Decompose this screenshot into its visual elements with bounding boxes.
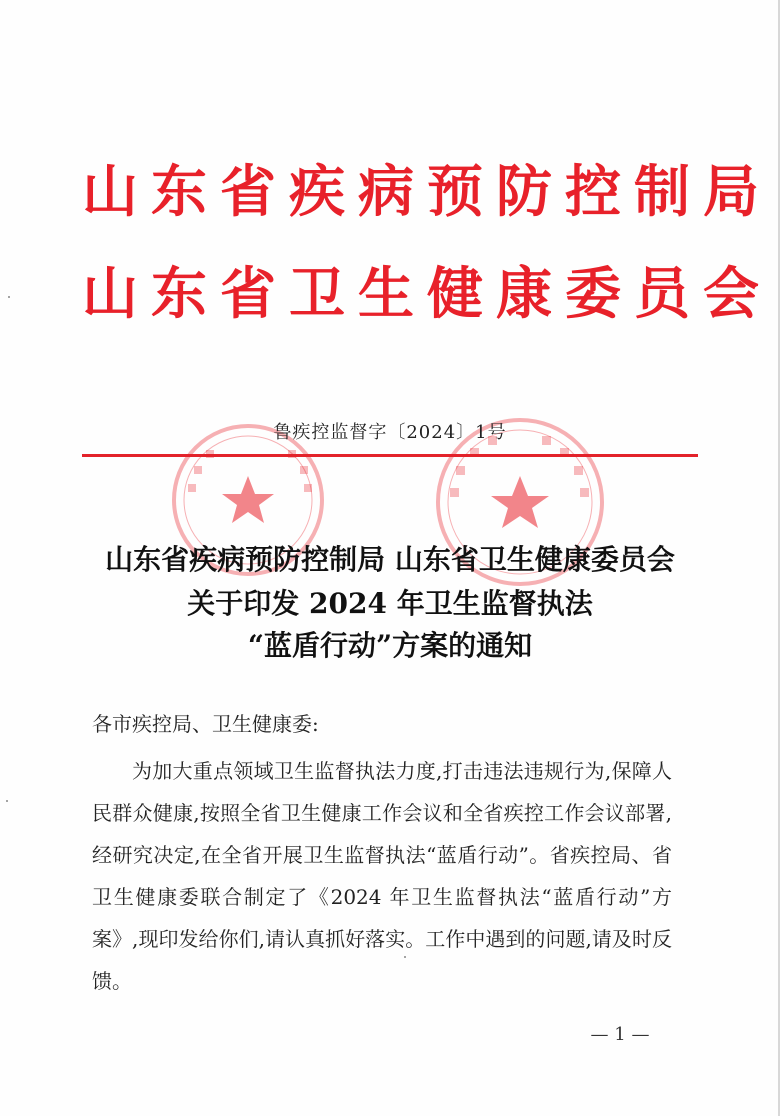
page-number: — 1 —	[590, 1024, 650, 1045]
document-number: 鲁疾控监督字〔2024〕1号	[273, 422, 507, 443]
document-title-line-1: 山东省疾病预防控制局 山东省卫生健康委员会	[105, 543, 675, 576]
seal-star-icon	[491, 476, 549, 528]
scan-speck	[6, 800, 8, 802]
salutation: 各市疾控局、卫生健康委:	[92, 712, 319, 736]
letterhead-line-1: 山东省疾病预防控制局	[82, 160, 772, 225]
seal-star-icon	[222, 476, 274, 523]
scan-speck	[8, 296, 10, 298]
body-paragraph: 为加大重点领域卫生监督执法力度,打击违法违规行为,保障人民群众健康,按照全省卫生健康工作会议和全省疾控工作会议部署,经研究决定,在全省开展卫生监督执法“蓝盾行动”。省疾控局、省卫生健康委联合制定了《2024 年卫生监督执法“蓝盾行动”方案》,现印发给你们,请认真抓好落实。工作中遇到的问题,请及时反馈。	[92, 759, 672, 993]
document-title-line-2: 关于印发 2024 年卫生监督执法	[187, 587, 593, 620]
letterhead-line-2: 山东省卫生健康委员会	[82, 262, 772, 327]
red-divider	[82, 454, 698, 457]
document-title-line-3: “蓝盾行动”方案的通知	[247, 629, 533, 662]
